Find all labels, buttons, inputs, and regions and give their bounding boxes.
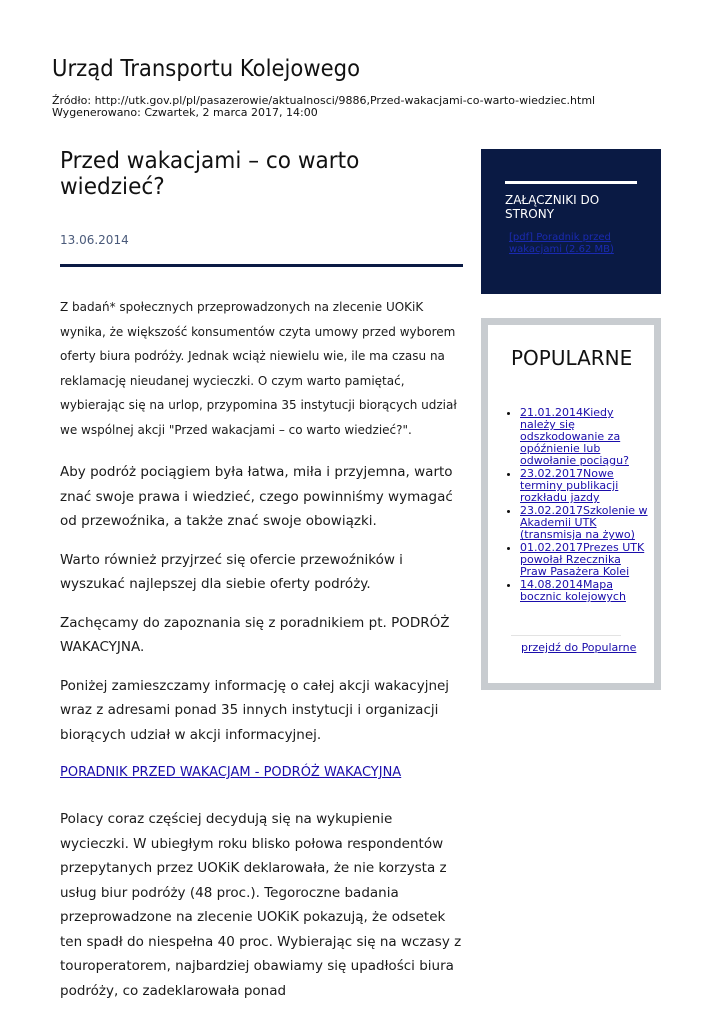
list-item <box>520 542 648 578</box>
popular-heading: POPULARNE <box>511 346 633 370</box>
attachments-divider <box>505 181 637 184</box>
list-item <box>520 468 648 504</box>
popular-link[interactable]: 23.02.2017Szkolenie w Akademii UTK (transmisja na żywo) <box>520 504 648 541</box>
popular-link[interactable]: 21.01.2014Kiedy należy się odszkodowanie za opóźnienie lub odwołanie pociągu? <box>520 406 629 467</box>
article-closing: Polacy coraz częściej decydują się na wykupienie wycieczki. W ubiegłym roku blisko połowa respondentów przepytanych przez UOKiK deklarowała, że nie korzysta z usług biur podróży (48 proc.). Tegoroczne badania przeprowadzone na zlecenie UOKiK pokazują, że odsetek ten spadł do niespełna 40 proc. Wybierając się na wczasy z touroperatorem, najbardziej obawiamy się upadłości biura podróży, co zadeklarowała ponad <box>60 811 462 999</box>
article-title: Przed wakacjami – co warto wiedzieć? <box>60 148 360 200</box>
article-paragraph: Poniżej zamieszczamy informację o całej akcji wakacyjnej wraz z adresami ponad 35 innych instytucji i organizacji biorących udział w akcji informacyjnej. <box>60 677 450 743</box>
popular-box <box>481 318 661 690</box>
title-divider <box>60 264 463 267</box>
popular-link[interactable]: 23.02.2017Nowe terminy publikacji rozkładu jazdy <box>520 467 619 504</box>
list-item <box>520 579 648 603</box>
attachment-pdf-link[interactable]: [pdf] Poradnik przed wakacjami (2.62 MB) <box>509 232 614 255</box>
site-title: Urząd Transportu Kolejowego <box>52 56 361 82</box>
page-meta <box>52 95 595 119</box>
article-body <box>60 295 465 1017</box>
article-paragraph: Aby podróż pociągiem była łatwa, miła i przyjemna, warto znać swoje prawa i wiedzieć, czego powinniśmy wymagać od przewoźnika, a także znać swoje obowiązki. <box>60 464 453 529</box>
attachments-heading: ZAŁĄCZNIKI DO STRONY <box>505 193 600 221</box>
guide-link-paragraph <box>60 761 465 785</box>
generated-line: Wygenerowano: Czwartek, 2 marca 2017, 14:00 <box>52 106 318 119</box>
list-item <box>520 407 648 467</box>
guide-link[interactable]: PORADNIK PRZED WAKACJAM - PODRÓŻ WAKACYJNA <box>60 765 402 780</box>
article-paragraph: Warto również przyjrzeć się ofercie przewoźników i wyszukać najlepszej dla siebie oferty podróży. <box>60 551 403 592</box>
source-line: Źródło: http://utk.gov.pl/pl/pasazerowie/aktualnosci/9886,Przed-wakacjami-co-warto-wiedziec.html <box>52 94 596 107</box>
attachments-box <box>481 149 661 294</box>
popular-link[interactable]: 14.08.2014Mapa bocznic kolejowych <box>520 578 626 603</box>
popular-list <box>510 407 648 604</box>
article-date: 13.06.2014 <box>60 233 129 247</box>
article-paragraph: Zachęcamy do zapoznania się z poradnikiem pt. PODRÓŻ WAKACYJNA. <box>60 614 450 655</box>
popular-link[interactable]: 01.02.2017Prezes UTK powołał Rzecznika Praw Pasażera Kolei <box>520 541 645 578</box>
list-item <box>520 505 648 541</box>
popular-more-divider <box>511 635 621 636</box>
article-lead: Z badań* społecznych przeprowadzonych na zlecenie UOKiK wynika, że większość konsumentów czyta umowy przed wyborem oferty biura podróży. Jednak wciąż niewielu wie, ile ma czasu na reklamację nieudanej wycieczki. O czym warto pamiętać, wybierając się na urlop, przypomina 35 instytucji biorących udział we wspólnej akcji "Przed wakacjami – co warto wiedzieć?". <box>60 300 457 437</box>
popular-more-link[interactable]: przejdź do Popularne <box>521 641 637 654</box>
